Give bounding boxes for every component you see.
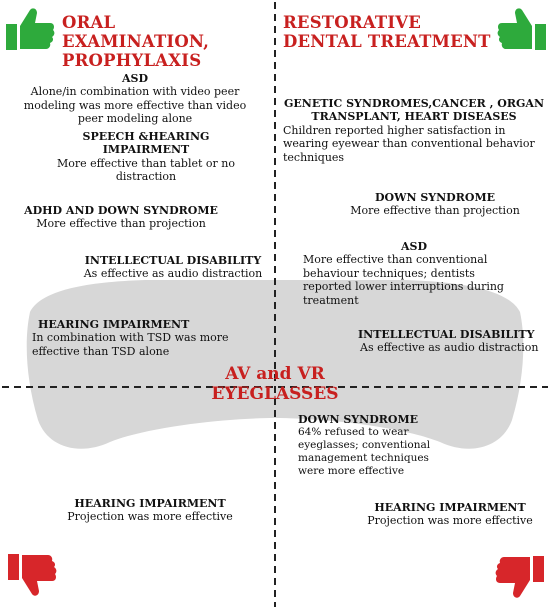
item-title: DOWN SYNDROME <box>298 413 419 426</box>
item-desc: More effective than conventional behaviour techniques; dentists reported lower interruptions during treatment <box>303 253 504 307</box>
item-title: INTELLECTUAL DISABILITY <box>84 254 262 267</box>
left-item-hearing-projection <box>45 497 255 524</box>
item-desc: More effective than projection <box>36 217 206 231</box>
item-title: HEARING IMPAIRMENT <box>38 318 190 331</box>
left-item-hearing-tsd <box>32 318 232 358</box>
right-item-down-syndrome <box>340 191 530 218</box>
item-desc: As effective as audio distraction <box>83 267 263 281</box>
right-item-down-refused <box>298 413 438 478</box>
item-desc: Alone/in combination with video peer modeling was more effective than video peer modeling alone <box>23 85 247 126</box>
item-title: ADHD AND DOWN SYNDROME <box>24 204 218 217</box>
thumbs-down-icon <box>494 554 546 602</box>
item-desc: In combination with TSD was more effective than TSD alone <box>32 331 229 358</box>
item-desc: Children reported higher satisfaction in wearing eyewear than conventional behavior techniques <box>283 123 535 164</box>
item-desc: More effective than tablet or no distraction <box>57 156 235 184</box>
item-title: ASD <box>121 72 149 85</box>
left-item-adhd-down <box>15 204 227 231</box>
item-desc: As effective as audio distraction <box>360 341 539 355</box>
item-desc: Projection was more effective <box>367 514 533 528</box>
item-title: INTELLECTUAL DISABILITY <box>358 328 535 341</box>
right-item-intellectual <box>358 328 546 355</box>
item-desc: Projection was more effective <box>67 510 233 524</box>
right-item-hearing-projection <box>360 501 540 528</box>
left-item-asd <box>2 72 268 126</box>
right-item-asd <box>303 240 525 307</box>
item-title: HEARING IMPAIRMENT <box>374 501 526 514</box>
thumbs-down-icon <box>6 552 58 600</box>
left-item-speech-hearing <box>30 130 262 184</box>
thumbs-up-icon <box>496 6 548 52</box>
left-item-intellectual <box>78 254 268 281</box>
item-title: SPEECH &HEARING IMPAIRMENT <box>82 130 210 157</box>
item-desc: More effective than projection <box>350 204 520 218</box>
right-header: RESTORATIVE DENTAL TREATMENT <box>283 13 491 51</box>
thumbs-up-icon <box>4 6 56 52</box>
center-title-line1: AV and VR <box>225 364 325 384</box>
left-header: ORAL EXAMINATION, PROPHYLAXIS <box>62 13 210 70</box>
item-title: ASD <box>400 240 428 253</box>
right-item-genetic <box>283 97 545 164</box>
item-title: GENETIC SYNDROMES,CANCER , ORGAN TRANSPLANT, HEART DISEASES <box>283 97 544 124</box>
item-title: HEARING IMPAIRMENT <box>74 497 226 510</box>
center-title-line2: EYEGLASSES <box>211 384 339 404</box>
item-title: DOWN SYNDROME <box>374 191 496 204</box>
item-desc: 64% refused to wear eyeglasses; conventional management techniques were more effective <box>298 426 431 477</box>
